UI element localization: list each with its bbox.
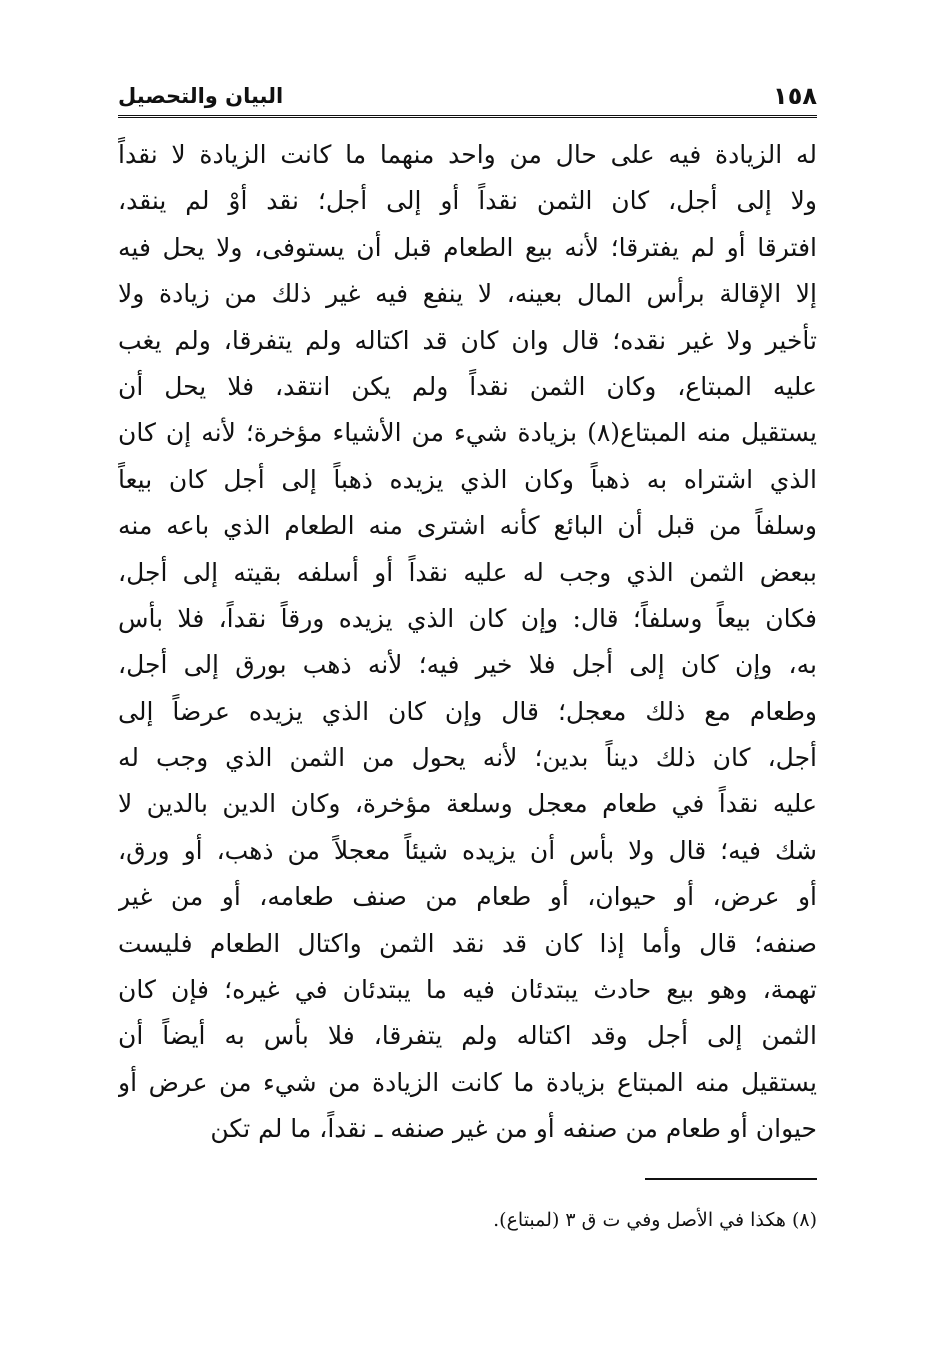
text-line: به، وإن كان إلى أجل فلا خير فيه؛ لأنه ذهب بورق إلى أجل، — [118, 650, 817, 680]
text-line: حيوان أو طعام من صنفه أو من غير صنفه ـ نقداً، ما لم تكن — [210, 1114, 817, 1144]
text-line: شك فيه؛ قال ولا بأس أن يزيده شيئاً معجلاً من ذهب، أو ورق، — [118, 835, 817, 865]
footnote-rule — [645, 1178, 817, 1180]
header-rule — [118, 115, 817, 118]
text-line: تهمة، وهو بيع حادث يبتدئان فيه ما يبتدئان في غيره؛ فإن كان — [118, 975, 817, 1005]
main-text — [118, 132, 817, 1153]
page-number: ١٥٨ — [773, 82, 817, 110]
text-line: له الزيادة فيه على حال من واحد منهما ما كانت الزيادة لا نقداً — [118, 140, 817, 169]
text-line: يستقيل منه المبتاع بزيادة ما كانت الزيادة من شيء من عرض أو — [118, 1067, 817, 1097]
text-line: صنفه؛ قال وأما إذا كان قد نقد الثمن واكتال الطعام فليست — [118, 928, 817, 958]
text-line: عليه نقداً في طعام معجل وسلعة مؤخرة، وكان الدين بالدين لا — [118, 789, 817, 819]
text-line: فكان بيعاً وسلفاً؛ قال: وإن كان الذي يزيده ورقاً نقداً، فلا بأس — [118, 603, 817, 633]
text-line: أو عرض، أو حيوان، أو طعام من صنف طعامه، أو من غير — [118, 882, 817, 912]
running-title: البيان والتحصيل — [118, 84, 284, 108]
text-line: أجل، كان ذلك ديناً بدين؛ لأنه يحول من الثمن الذي وجب له — [118, 743, 817, 773]
text-line: ولا إلى أجل، كان الثمن نقداً أو إلى أجل؛ نقد أوْ لم ينقد، — [118, 186, 817, 216]
text-line: ببعض الثمن الذي وجب له عليه نقداً أو أسلفه بقيته إلى أجل، — [118, 557, 817, 587]
running-head — [118, 78, 817, 114]
text-line: تأخير ولا غير نقده؛ قال وان كان قد اكتاله ولم يتفرقا، ولم يغب — [118, 325, 817, 355]
text-line: وطعام مع ذلك معجل؛ قال وإن كان الذي يزيده عرضاً إلى — [118, 696, 817, 726]
text-line: افترقا أو لم يفترقا؛ لأنه بيع الطعام قبل أن يستوفى، ولا يحل فيه — [118, 232, 817, 262]
text-line: وسلفاً من قبل أن البائع كأنه اشترى منه الطعام الذي باعه منه — [118, 511, 817, 541]
text-line: يستقيل منه المبتاع(٨) بزيادة شيء من الأشياء مؤخرة؛ لأنه إن كان — [118, 418, 817, 448]
text-line: إلا الإقالة برأس المال بعينه، لا ينفع فيه غير ذلك من زيادة ولا — [118, 279, 817, 309]
text-line: عليه المبتاع، وكان الثمن نقداً ولم يكن انتقد، فلا يحل أن — [118, 371, 817, 401]
text-line: الثمن إلى أجل وقد اكتاله ولم يتفرقا، فلا بأس به أيضاً أن — [118, 1021, 817, 1051]
text-line: الذي اشتراه به ذهباً وكان الذي يزيده ذهباً إلى أجل كان بيعاً — [118, 464, 817, 494]
footnote: (٨) هكذا في الأصل وفي ت ق ٣ (لمبتاع). — [493, 1209, 817, 1231]
